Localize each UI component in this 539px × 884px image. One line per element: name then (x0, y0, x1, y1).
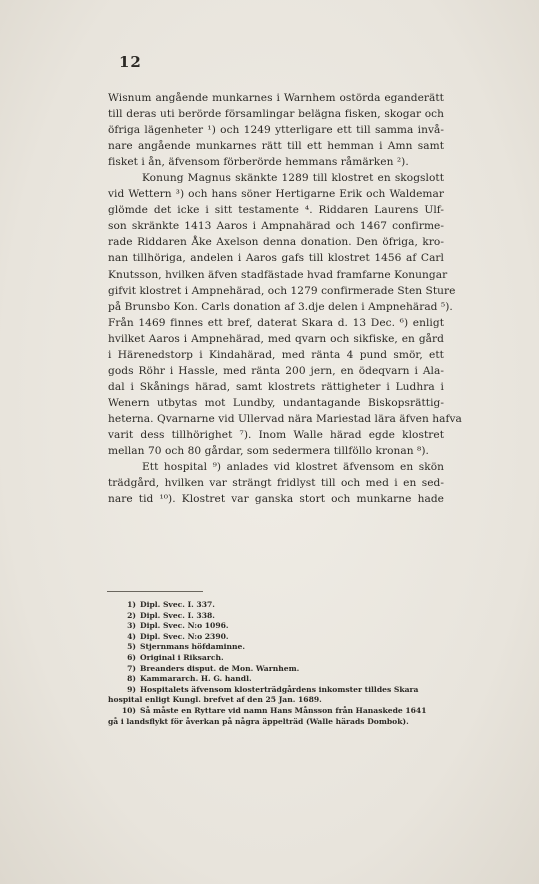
text-line: varit dess tillhörighet ⁷). Inom Walle härad egde klostret (108, 428, 444, 441)
paragraph-2 (108, 170, 462, 459)
text-line: heterna. Qvarnarne vid Ullervad nära Mariestad lära äfven hafva (108, 412, 462, 425)
footnote-text: Dipl. Svec. N:o 2390. (140, 631, 229, 641)
footnote (108, 653, 444, 664)
text-line: mellan 70 och 80 gårdar, som sedermera tillföllo kronan ⁸). (108, 445, 429, 458)
footnote-text: Dipl. Svec. N:o 1096. (140, 621, 229, 631)
footnote-continuation: hospital enligt Kungl. brefvet af den 25 Jan. 1689. (108, 695, 322, 705)
footnote (108, 706, 444, 717)
page-number: 12 (119, 53, 142, 71)
text-line: öfriga lägenheter ¹) och 1249 ytterligare ett till samma invå- (108, 124, 444, 137)
footnote-number: 8) (127, 674, 136, 684)
text-line: rade Riddaren Åke Axelson denna donation. Den öfriga, kro- (108, 236, 444, 249)
footnote-number: 6) (127, 652, 136, 662)
footnote (108, 621, 444, 632)
footnote-number: 9) (127, 684, 136, 694)
footnote (108, 674, 444, 685)
text-line: Från 1469 finnes ett bref, daterat Skara d. 13 Dec. ⁶) enligt (108, 316, 444, 329)
text-line: glömde det icke i sitt testamente ⁴. Riddaren Laurens Ulf- (108, 204, 444, 217)
body-text (108, 90, 462, 507)
footnote-text: Original i Riksarch. (140, 652, 224, 662)
footnote-text: Breanders disput. de Mon. Warnhem. (140, 663, 300, 673)
text-line: till deras uti berörde församlingar belägna fisken, skogar och (108, 108, 444, 121)
text-line: nan tillhöriga, andelen i Aaros gafs till klostret 1456 af Carl (108, 252, 444, 265)
footnote-text: Hospitalets äfvensom klosterträdgårdens inkomster tilldes Skara (140, 684, 419, 694)
text-line: son skränkte 1413 Aaros i Ampnahärad och 1467 confirme- (108, 220, 444, 233)
footnote-number: 3) (127, 621, 136, 631)
footnote-text: Dipl. Svec. I. 337. (140, 600, 215, 609)
text-line: Wenern utbytas mot Lundby, undantagande Biskopsrättig- (108, 396, 444, 409)
paragraph-1 (108, 90, 444, 170)
footnote (108, 642, 444, 653)
text-line: Ett hospital ⁹) anlades vid klostret äfvensom en skön (142, 461, 444, 474)
text-line: Wisnum angående munkarnes i Warnhem ostörda eganderätt (108, 92, 444, 104)
footnote-text: Dipl. Svec. I. 338. (140, 610, 215, 620)
footnote-number: 4) (127, 631, 136, 641)
text-line: gods Röhr i Hassle, med ränta 200 jern, en ödeqvarn i Ala- (108, 364, 444, 377)
text-line: vid Wettern ³) och hans söner Hertigarne Erik och Waldemar (108, 188, 444, 201)
footnote-number: 1) (127, 600, 136, 609)
text-line: nare angående munkarnes rätt till ett hemman i Amn samt (108, 140, 444, 153)
text-line: nare tid ¹⁰). Klostret var ganska stort och munkarne hade (108, 493, 444, 506)
footnote-number: 2) (127, 610, 136, 620)
footnotes (108, 600, 444, 727)
text-line: i Härenedstorp i Kindahärad, med ränta 4 pund smör, ett (108, 348, 444, 361)
footnote-continuation: gå i landsflykt för åverkan på några äppelträd (Walle härads Dombok). (108, 716, 409, 726)
text-line: Konung Magnus skänkte 1289 till klostret en skogslott (142, 172, 444, 185)
footnote (108, 664, 444, 675)
text-line: Knutsson, hvilken äfven stadfästade hvad framfarne Konungar (108, 268, 448, 281)
footnote (108, 685, 444, 696)
footnote-number: 10) (121, 705, 136, 715)
footnote-text: Så måste en Ryttare vid namn Hans Månsson från Hanaskede 1641 (140, 705, 427, 715)
text-line: på Brunsbo Kon. Carls donation af 3.dje delen i Ampnehärad ⁵). (108, 300, 453, 313)
text-line: trädgård, hvilken var strängt fridlyst till och med i en sed- (108, 477, 444, 490)
footnote (108, 611, 444, 622)
footnote (108, 600, 444, 611)
footnote-text: Stjernmans höfdaminne. (140, 642, 246, 652)
footnote-number: 7) (127, 663, 136, 673)
paragraph-3 (108, 459, 444, 507)
footnote-number: 5) (127, 642, 136, 652)
text-line: gifvit klostret i Ampnehärad, och 1279 confirmerade Sten Sture (108, 284, 456, 297)
footnote-divider (107, 591, 203, 592)
text-line: hvilket Aaros i Ampnehärad, med qvarn och sikfiske, en gård (108, 332, 444, 345)
text-line: dal i Skånings härad, samt klostrets rättigheter i Ludhra i (108, 380, 444, 393)
footnote (108, 632, 444, 643)
footnote-text: Kammararch. H. G. handl. (140, 674, 252, 684)
text-line: fisket i ån, äfvensom förberörde hemmans råmärken ²). (108, 156, 409, 169)
